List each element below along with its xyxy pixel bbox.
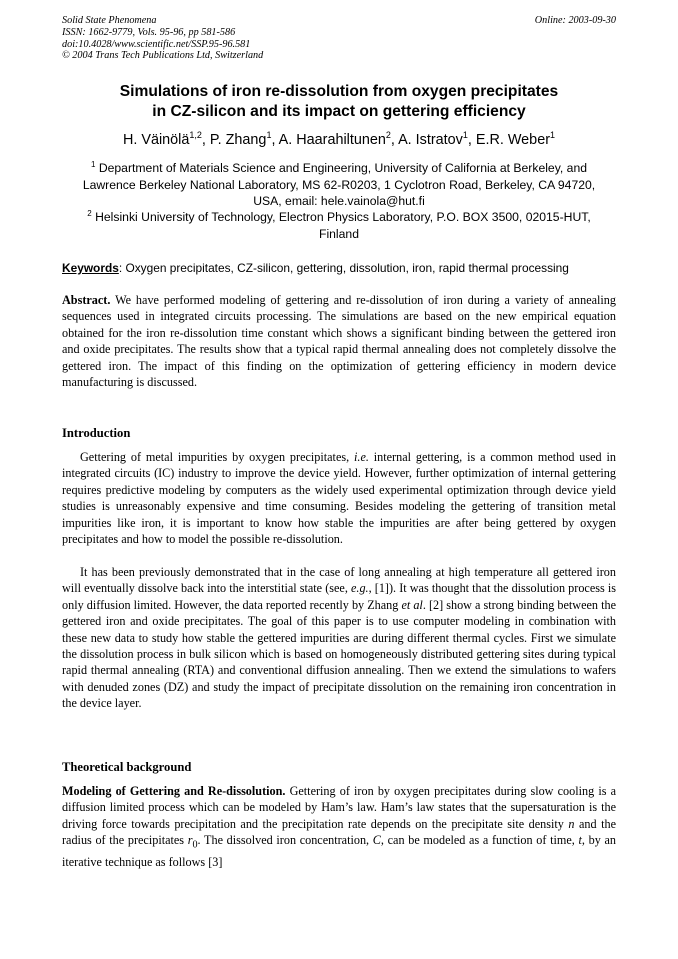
author-separator: , (390, 132, 399, 148)
author-affiliation-marker: 1 (462, 130, 468, 140)
author-name: H. Väinölä (122, 132, 190, 148)
author-name: P. Zhang (209, 132, 267, 148)
paper-title (62, 82, 616, 122)
italic-symbol: C (372, 833, 381, 848)
keywords-text: : Oxygen precipitates, CZ-silicon, gettering, dissolution, iron, rapid thermal processing (118, 261, 569, 275)
author-affiliation-marker: 2 (385, 130, 391, 140)
text-run: . The dissolved iron concentration, (197, 833, 373, 848)
italic-text: et al (401, 597, 423, 612)
text-run: It has been previously demonstrated that in the case of long annealing at high temperature all gettered iron will eventually dissolve back into the interstitial state (see, (62, 565, 616, 596)
affiliation-1-line-3: USA, email: hele.vainola@hut.fi (253, 194, 425, 209)
abstract-text: We have performed modeling of gettering and re-dissolution of iron during a variety of annealing sequences used in integrated circuits processing. The simulations are based on the new empirical equation obtained for the iron re-dissolution time constant which shows a significant binding between the gettered iron and oxide precipitates. The results show that a typical rapid thermal annealing does not completely dissolve the gettered iron. The impact of this finding on the optimization of gettering efficiency in modern device manufacturing is discussed. (62, 293, 616, 390)
author-separator: , (467, 132, 476, 148)
introduction-paragraph-2 (62, 564, 616, 712)
text-run: Gettering of iron by oxygen precipitates during slow cooling is a diffusion limited process which can be modeled by Ham’s law. Ham’s law states that the supersaturation is the driving force towards precipitation and the precipitation rate depends on the precipitate site density (62, 784, 617, 831)
journal-name: Solid State Phenomena (62, 15, 157, 26)
text-run: internal gettering, is a common method used in integrated circuits (IC) industry to improve the device yield. However, further optimization of internal gettering requires predictive modeling by computers as the widely used experimental optimization through device yield studies is unreasonably expensive and time consuming. Besides modeling the gettering of transition metal impurities like iron, it is important to know how stable the impurities are after being gettered by oxygen precipitates and how to model the possible re-dissolution. (62, 450, 616, 547)
title-line-1: Simulations of iron re-dissolution from oxygen precipitates (119, 83, 559, 100)
author-separator: , (201, 132, 210, 148)
keywords (62, 260, 622, 276)
affiliation-marker: 2 (87, 209, 92, 218)
italic-text: e.g. (350, 581, 369, 596)
affiliation-2-line-1: Helsinki University of Technology, Electron Physics Laboratory, P.O. BOX 3500, 02015-HUT, (95, 210, 591, 224)
text-run: , [1]). It was thought that the dissolution process is only diffusion limited. However, the data reported recently by Zhang (62, 581, 616, 612)
author-list (62, 131, 616, 149)
keywords-label: Keywords (62, 261, 119, 275)
author-affiliation-marker: 1,2 (189, 130, 202, 140)
text-run: , can be modeled as a function of time, (380, 833, 579, 848)
author-name: A. Haarahiltunen (278, 132, 386, 148)
italic-symbol: t (578, 833, 582, 848)
author-name: A. Istratov (398, 132, 463, 148)
italic-symbol: r (187, 833, 193, 848)
affiliation-1 (62, 160, 616, 210)
affiliation-marker: 1 (90, 160, 96, 169)
subscript: 0 (192, 839, 198, 851)
text-run: , by an iterative technique as follows [3] (62, 833, 616, 870)
affiliation-1-line-1: Department of Materials Science and Engineering, University of California at Berkeley, and (98, 161, 588, 175)
section-heading-theoretical-background: Theoretical background (62, 760, 192, 774)
issn-line: ISSN: 1662-9779, Vols. 95-96, pp 581-586 (62, 26, 236, 38)
abstract-label: Abstract. (62, 293, 111, 307)
affiliation-2 (62, 209, 616, 242)
author-affiliation-marker: 1 (550, 130, 556, 140)
affiliation-2-line-2: Finland (319, 226, 359, 241)
copyright-line: © 2004 Trans Tech Publications Ltd, Switzerland (62, 50, 264, 62)
subsection-label: Modeling of Gettering and Re-dissolution. (62, 784, 286, 798)
author-name: E.R. Weber (475, 132, 550, 148)
doi-line: doi:10.4028/www.scientific.net/SSP.95-96.581 (62, 38, 251, 50)
text-run: and the radius of the precipitates (62, 816, 616, 848)
italic-text: i.e. (354, 450, 369, 464)
journal-header (62, 15, 616, 62)
affiliation-1-line-2: Lawrence Berkeley National Laboratory, MS 62-R0203, 1 Cyclotron Road, Berkeley, CA 94720, (82, 177, 596, 192)
text-run: . [2] show a strong binding between the gettered iron and oxide precipitates. The goal of this paper is to use computer modeling in combination with these new data to study how stable the gettered impurities are during different thermal cycles. First we simulate the dissolution process in bulk silicon which is based on homogeneously distributed gettering sites during typical rapid thermal annealing (RTA) and conventional diffusion annealing. Then we extend the simulations to wafers with denuded zones (DZ) and study the impact of precipitate dissolution on the remaining iron concentration in the device layer. (62, 597, 616, 711)
introduction-paragraph-1 (62, 449, 616, 547)
text-run: Gettering of metal impurities by oxygen precipitates, (80, 450, 355, 464)
author-affiliation-marker: 1 (266, 130, 272, 140)
abstract (62, 292, 616, 390)
online-date: Online: 2003-09-30 (534, 15, 616, 26)
section-heading-introduction: Introduction (62, 426, 131, 440)
italic-symbol: n (568, 816, 575, 831)
title-line-2: in CZ-silicon and its impact on gettering efficiency (152, 103, 526, 120)
author-separator: , (271, 132, 279, 148)
theory-paragraph (62, 783, 616, 870)
